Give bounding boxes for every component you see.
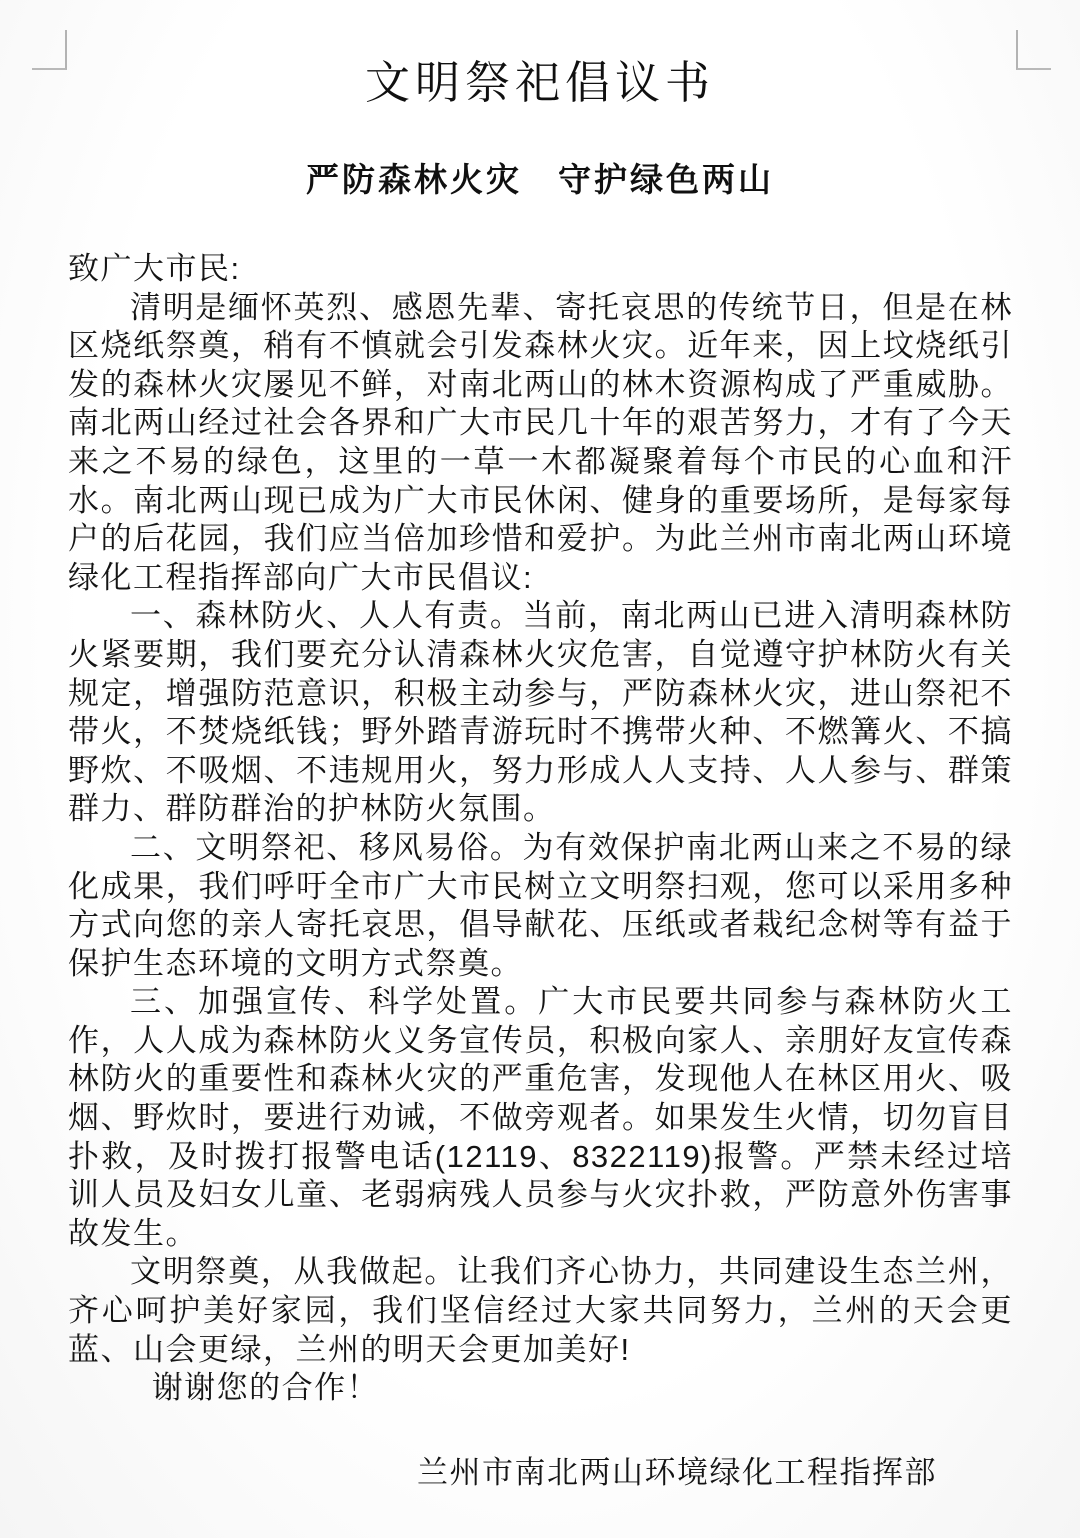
- paragraph-item-2-civilized-sacrifice: 二、文明祭祀、移风易俗。为有效保护南北两山来之不易的绿化成果，我们呼吁全市广大市民树立文明祭扫观，您可以采用多种方式向您的亲人寄托哀思，倡导献花、压纸或者栽纪念树等有益于保护生态环境的文明方式祭奠。: [68, 829, 1013, 981]
- document-subtitle: 严防森林火灾 守护绿色两山: [306, 161, 774, 198]
- salutation-line: 致广大市民:: [68, 251, 241, 286]
- paragraph-intro: 清明是缅怀英烈、感恩先辈、寄托哀思的传统节日，但是在林区烧纸祭奠，稍有不慎就会引发森林火灾。近年来，因上坟烧纸引发的森林火灾屡见不鲜，对南北两山的林木资源构成了严重威胁。南北两山经过社会各界和广大市民几十年的艰苦努力，才有了今天来之不易的绿色，这里的一草一木都凝聚着每个市民的心血和汗水。南北两山现已成为广大市民休闲、健身的重要场所，是每家每户的后花园，我们应当倍加珍惜和爱护。为此兰州市南北两山环境绿化工程指挥部向广大市民倡议:: [68, 289, 1013, 595]
- paragraph-closing: 文明祭奠，从我做起。让我们齐心协力，共同建设生态兰州，齐心呵护美好家园，我们坚信经过大家共同努力，兰州的天会更蓝、山会更绿，兰州的明天会更加美好!: [68, 1254, 1013, 1367]
- document-title: 文明祭祀倡议书: [364, 57, 715, 108]
- paragraph-item-3-publicity-handling: 三、加强宣传、科学处置。广大市民要共同参与森林防火工作，人人成为森林防火义务宣传员，积极向家人、亲朋好友宣传森林防火的重要性和森林火灾的严重危害，发现他人在林区用火、吸烟、野炊时，要进行劝诫，不做旁观者。如果发生火情，切勿盲目扑救，及时拨打报警电话(12119、8322119)报警。严禁未经过培训人员及妇女儿童、老弱病残人员参与火灾扑救，严防意外伤害事故发生。: [68, 984, 1013, 1251]
- signature-line: 兰州市南北两山环境绿化工程指挥部: [417, 1454, 937, 1490]
- page-corner-mark-right: [1016, 30, 1051, 70]
- page-corner-mark-left: [32, 30, 67, 70]
- document-body: [0, 250, 1080, 1492]
- thanks-line: 谢谢您的合作！: [151, 1370, 380, 1406]
- paragraph-item-1-forest-fire-prevention: 一、森林防火、人人有责。当前，南北两山已进入清明森林防火紧要期，我们要充分认清森林火灾危害，自觉遵守护林防火有关规定，增强防范意识，积极主动参与，严防森林火灾，进山祭祀不带火，不焚烧纸钱；野外踏青游玩时不携带火种、不燃篝火、不搞野炊、不吸烟、不违规用火，努力形成人人支持、人人参与、群策群力、群防群治的护林防火氛围。: [68, 598, 1013, 827]
